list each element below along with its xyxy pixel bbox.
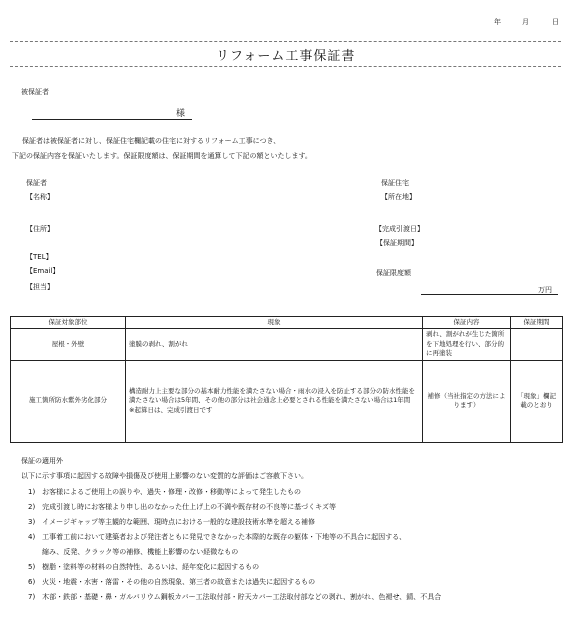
guarantor-tel-label: 【TEL】 xyxy=(26,253,53,261)
insured-label: 被保証者 xyxy=(21,88,49,96)
exclusion-item: 4) 工事着工前において建築者および発注者ともに発見できなかった本際的な既存の躯体・下地等の不具合に起因する、 xyxy=(28,533,407,541)
house-period-label: 【保証期間】 xyxy=(376,239,418,247)
house-location-label: 【所在地】 xyxy=(381,193,416,201)
row-content: 補修（当社指定の方法によります） xyxy=(423,360,511,442)
table-row xyxy=(11,329,563,360)
guarantor-address-label: 【住所】 xyxy=(26,225,54,233)
row-part: 施工箇所防水紫外劣化部分 xyxy=(11,360,126,442)
title-bottom-rule xyxy=(10,66,561,67)
exclusions-intro: 以下に示す事項に起因する故障や損傷及び使用上影響のない変質的な評価はご容赦下さい。 xyxy=(21,472,308,480)
header-phenomenon: 現象 xyxy=(126,317,423,329)
header-part: 保証対象部位 xyxy=(11,317,126,329)
guarantor-heading: 保証者 xyxy=(26,179,47,187)
exclusion-item: 1) お客様によるご使用上の誤りや、過失・修理・改修・移動等によって発生したもの xyxy=(28,488,302,496)
row-period: 「現象」欄記載のとおり xyxy=(511,360,563,442)
house-limit-label: 保証限度額 xyxy=(376,269,411,277)
guarantor-email-label: 【Email】 xyxy=(26,267,60,275)
header-content: 保証内容 xyxy=(423,317,511,329)
exclusion-item: 3) イメージギャップ等主観的な範囲、現時点における一般的な建設技術水準を超える補修 xyxy=(28,518,315,526)
row-phenomenon: 構造耐力上主要な部分の基本耐力性能を満たさない場合・雨水の浸入を防止する部分の防水性能を満たさない場合は5年間、その他の部分は社会通念上必要とされる性能を満たさない場合は1年間 ※起算日は、完成引渡日です xyxy=(126,360,423,442)
house-limit-line xyxy=(421,294,558,295)
exclusion-item: 縮み、反発、クラック等の補修、機能上影響のない経微なもの xyxy=(28,548,239,556)
document-title: リフォーム工事保証書 xyxy=(216,49,356,64)
intro-line-2: 下記の保証内容を保証いたします。保証限度額は、保証期間を通算して下記の額といたします。 xyxy=(12,152,312,160)
date-day-label: 日 xyxy=(552,18,559,26)
date-year-label: 年 xyxy=(494,18,501,26)
table-row xyxy=(11,360,563,442)
guarantor-person-label: 【担当】 xyxy=(26,283,54,291)
intro-line-1: 保証者は被保証者に対し、保証住宅欄記載の住宅に対するリフォーム工事につき、 xyxy=(22,137,281,145)
house-heading: 保証住宅 xyxy=(381,179,409,187)
insured-honorific: 様 xyxy=(176,109,186,119)
guarantor-name-label: 【名称】 xyxy=(26,193,54,201)
title-top-rule xyxy=(10,41,561,42)
exclusion-item: 5) 樹脂・塗料等の材料の自然特性、あるいは、経年変化に起因するもの xyxy=(28,563,260,571)
date-month-label: 月 xyxy=(522,18,529,26)
row-period xyxy=(511,329,563,360)
row-phenomenon: 塗膜の剥れ、割がれ xyxy=(126,329,423,360)
row-part: 屋根・外壁 xyxy=(11,329,126,360)
exclusions-heading: 保証の適用外 xyxy=(21,457,63,465)
house-limit-unit: 万円 xyxy=(538,286,552,294)
exclusion-item: 2) 完成引渡し時にお客様より申し出のなかった仕上げ上の不満や既存材の不良等に基づくキズ等 xyxy=(28,503,337,511)
insured-name-line xyxy=(32,119,192,120)
table-header-row xyxy=(11,317,563,329)
row-content: 剥れ、割がれが生じた箇所を下地処理を行い、部分的に再塗装 xyxy=(423,329,511,360)
exclusion-item: 7) 木部・鉄部・基礎・鼻・ガルバリウム鋼板カバー工法取付部・貯天カバー工法取付部などの剥れ、割がれ、色褪せ、錆、不具合 xyxy=(28,593,442,601)
warranty-table xyxy=(10,316,563,443)
header-period: 保証期間 xyxy=(511,317,563,329)
exclusion-item: 6) 火災・地震・水害・落雷・その他の自然現象、第三者の故意または過失に起因するもの xyxy=(28,578,316,586)
house-completion-label: 【完成引渡日】 xyxy=(375,225,424,233)
